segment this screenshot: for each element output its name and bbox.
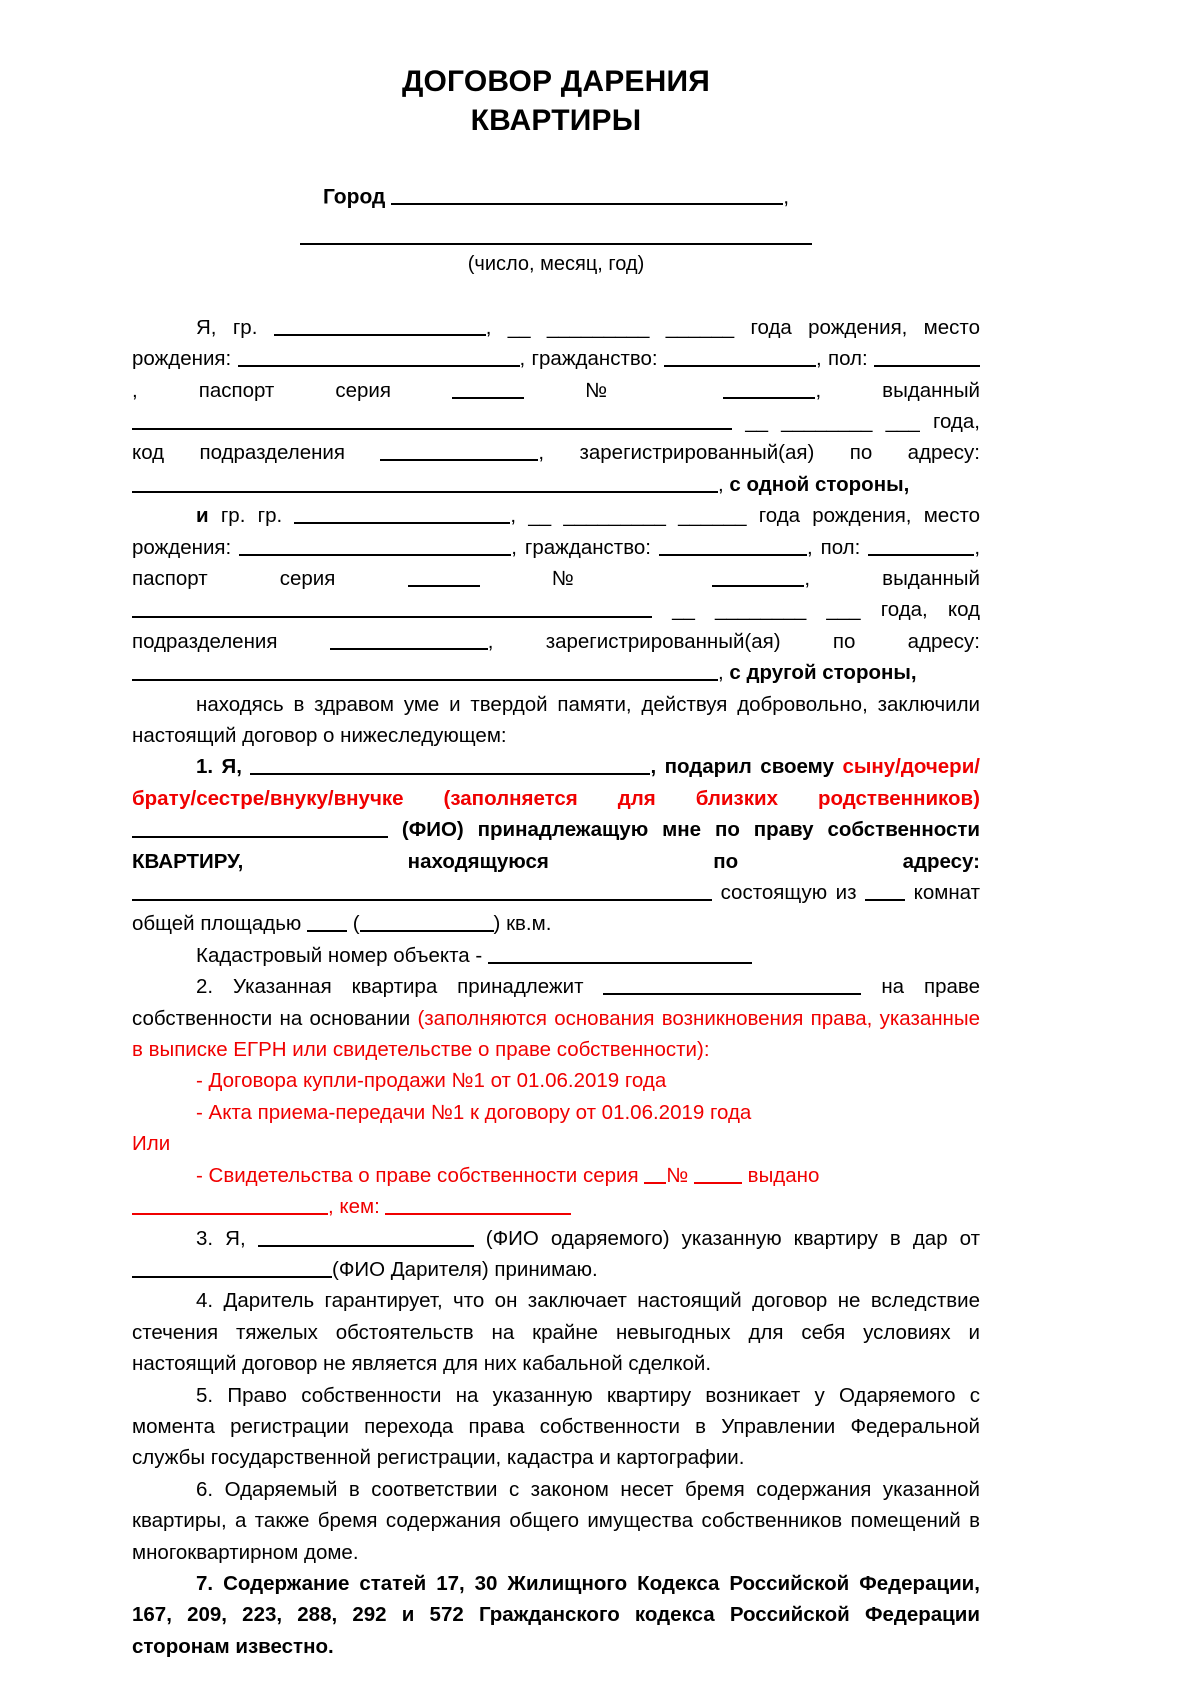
date-row — [132, 226, 980, 247]
clause-2-certificate-issued: выдано — [747, 1163, 820, 1187]
party-one-name-rule[interactable] — [274, 313, 486, 336]
clause-1-cadastral-paragraph — [132, 940, 980, 971]
clause-1-after-blank: , подарил своему — [650, 755, 834, 779]
clause-2-owner-rule[interactable] — [603, 972, 861, 995]
clause-4-paragraph: 4. Даритель гарантирует, что он заключает настоящий договор не вследствие стечения тяжелых обстоятельств на крайне невыгодных для себя условиях и настоящий договор не является для них кабальной сделкой. — [132, 1289, 980, 1376]
clause-3-tail: (ФИО Дарителя) принимаю. — [332, 1257, 598, 1281]
date-input-rule[interactable] — [300, 226, 812, 244]
party-two-address-rule[interactable] — [132, 658, 718, 681]
party-one-passport-label: , паспорт серия — [132, 378, 391, 402]
clause-7-paragraph: 7. Содержание статей 17, 30 Жилищного Кодекса Российской Федерации, 167, 209, 223, 288, 292 и 572 Гражданского кодекса Российской Федерации сторонам известно. — [132, 1571, 980, 1658]
city-comma: , — [783, 185, 790, 209]
clause-1-number: 1. Я, — [196, 755, 242, 779]
clause-1-area-digits-rule[interactable] — [307, 910, 347, 933]
party-one-lead: Я, гр. — [196, 315, 258, 339]
party-one-gender-label: , пол: — [815, 347, 868, 371]
clause-2-lead: 2. Указанная квартира принадлежит — [196, 975, 584, 999]
contract-body — [132, 312, 980, 1662]
clause-2-basis-item-2: - Акта приема-передачи №1 к договору от 01.06.2019 года — [196, 1100, 752, 1124]
page-title — [132, 0, 980, 140]
party-two-birthplace-rule[interactable] — [239, 533, 511, 556]
party-one-birthplace-rule[interactable] — [238, 344, 520, 367]
party-two-name-rule[interactable] — [294, 501, 510, 524]
clause-1-relatives-note: сыну/дочери/брату/сестре/внуку/внучке (заполняется для близких родственников) — [132, 755, 980, 810]
clause-2-basis-item-1: - Договора купли-продажи №1 от 01.06.2019 года — [196, 1069, 667, 1093]
title-line-1: ДОГОВОР ДАРЕНИЯ — [401, 65, 711, 98]
party-one-paragraph — [132, 312, 980, 500]
clause-1-rooms-rule[interactable] — [865, 878, 905, 901]
clause-1-fio-note: (ФИО) принадлежащую мне по праву собственности КВАРТИРУ, находящуюся по адресу: — [132, 818, 980, 873]
party-one-gender-rule[interactable] — [874, 344, 980, 367]
party-one-subdivision-rule[interactable] — [380, 438, 538, 461]
party-two-citizenship-rule[interactable] — [659, 533, 807, 556]
party-two-conjunction: и — [196, 504, 209, 528]
clause-1-area-close: ) кв.м. — [493, 912, 552, 936]
party-two-passport-series-rule[interactable] — [408, 564, 480, 587]
party-two-registered-label: , зарегистрированный(ая) по адресу: — [487, 629, 980, 653]
clause-2-certificate-issuer-rule[interactable] — [385, 1192, 571, 1215]
party-two-issuer-rule[interactable] — [132, 595, 652, 618]
clause-2-basis-item-3 — [132, 1160, 980, 1191]
clause-1-address-rule[interactable] — [132, 878, 712, 901]
party-one-side-label: с одной стороны, — [729, 472, 910, 496]
clause-2-mid: на праве собственности на основании — [132, 975, 980, 1030]
document-body — [132, 0, 980, 1662]
party-two-side-label: с другой стороны, — [729, 661, 917, 685]
party-one-citizenship-rule[interactable] — [664, 344, 816, 367]
party-two-citizenship-label: , гражданство: — [511, 535, 651, 559]
city-input-rule[interactable] — [391, 182, 783, 205]
party-two-number-label: № — [551, 566, 641, 590]
clause-1-donee-name-rule[interactable] — [132, 815, 388, 838]
party-two-dob: , __ _________ ______ года рождения, место рождения: — [132, 504, 981, 559]
clause-1-paragraph — [132, 751, 980, 939]
clause-1-donor-rule[interactable] — [250, 753, 650, 776]
party-one-passport-series-rule[interactable] — [452, 376, 524, 399]
city-date-block — [132, 182, 980, 278]
party-one-issue-date: __ ________ ___ года, код подразделения — [132, 409, 980, 465]
preamble-paragraph: находясь в здравом уме и твердой памяти, действуя добровольно, заключили настоящий договор о нижеследующем: — [132, 692, 980, 747]
clause-2-red-note: (заполняются основания возникновения права, указанные в выписке ЕГРН или свидетельстве о праве собственности): — [132, 1006, 981, 1062]
clause-3-donee-rule[interactable] — [258, 1224, 474, 1247]
title-line-2: КВАРТИРЫ — [470, 104, 642, 137]
date-caption: (число, месяц, год) — [467, 252, 645, 275]
party-one-number-label: № — [585, 378, 663, 402]
clause-1-cadastral-label: Кадастровый номер объекта - — [196, 943, 483, 967]
clause-3-mid: (ФИО одаряемого) указанную квартиру в дар от — [485, 1226, 980, 1250]
clause-1-rooms-tail: комнат общей площадью — [132, 881, 981, 936]
clause-3-paragraph — [132, 1223, 980, 1286]
party-one-issued-label: , выданный — [815, 378, 980, 402]
party-one-passport-number-rule[interactable] — [723, 376, 815, 399]
clause-6-paragraph: 6. Одаряемый в соответствии с законом несет бремя содержания указанной квартиры, а также бремя содержания общего имущества собственников помещений в многоквартирном доме. — [132, 1477, 980, 1564]
party-one-registered-label: , зарегистрированный(ая) по адресу: — [538, 441, 980, 465]
clause-1-area-words-rule[interactable] — [360, 910, 494, 933]
party-two-lead: гр. гр. — [220, 504, 283, 528]
clause-3-donor-rule[interactable] — [132, 1255, 332, 1278]
party-two-issue-date: __ ________ ___ года, код подразделения — [132, 598, 980, 653]
clause-3-number: 3. Я, — [196, 1226, 246, 1250]
clause-1-consisting: состоящую из — [720, 881, 857, 905]
party-two-passport-number-rule[interactable] — [712, 564, 804, 587]
party-two-passport-label: , паспорт серия — [132, 535, 981, 590]
clause-2-certificate-no: № — [666, 1163, 689, 1187]
party-two-subdivision-rule[interactable] — [330, 627, 488, 650]
party-two-gender-rule[interactable] — [868, 533, 974, 556]
clause-2-basis-or: Или — [132, 1132, 171, 1156]
city-row — [132, 182, 980, 212]
clause-2-certificate-number-rule[interactable] — [694, 1161, 742, 1184]
clause-1-cadastral-rule[interactable] — [488, 941, 752, 964]
party-two-comma: , — [718, 661, 724, 685]
clause-2-certificate-by-label: , кем: — [328, 1195, 380, 1219]
party-two-issued-label: , выданный — [804, 566, 980, 590]
party-one-issuer-rule[interactable] — [132, 407, 732, 430]
party-one-comma: , — [718, 472, 724, 496]
city-label: Город — [322, 185, 386, 209]
clause-2-certificate-issuer-line — [132, 1191, 980, 1222]
clause-2-certificate-series-rule[interactable] — [644, 1161, 666, 1184]
party-two-gender-label: , пол: — [806, 535, 861, 559]
party-one-citizenship-label: , гражданство: — [519, 347, 658, 371]
clause-2-certificate-lead: - Свидетельства о праве собственности серия — [196, 1163, 639, 1187]
party-two-paragraph — [132, 500, 980, 688]
clause-5-paragraph: 5. Право собственности на указанную квартиру возникает у Одаряемого с момента регистрации перехода права собственности в Управлении Федеральной службы государственной регистрации, кадастра и картографии. — [132, 1383, 980, 1470]
party-one-dob: , __ _________ ______ года рождения, место рождения: — [132, 315, 980, 371]
party-one-address-rule[interactable] — [132, 470, 718, 493]
clause-1-area-open: ( — [352, 912, 360, 936]
clause-2-paragraph — [132, 971, 980, 1065]
clause-2-certificate-date-rule[interactable] — [132, 1192, 328, 1215]
